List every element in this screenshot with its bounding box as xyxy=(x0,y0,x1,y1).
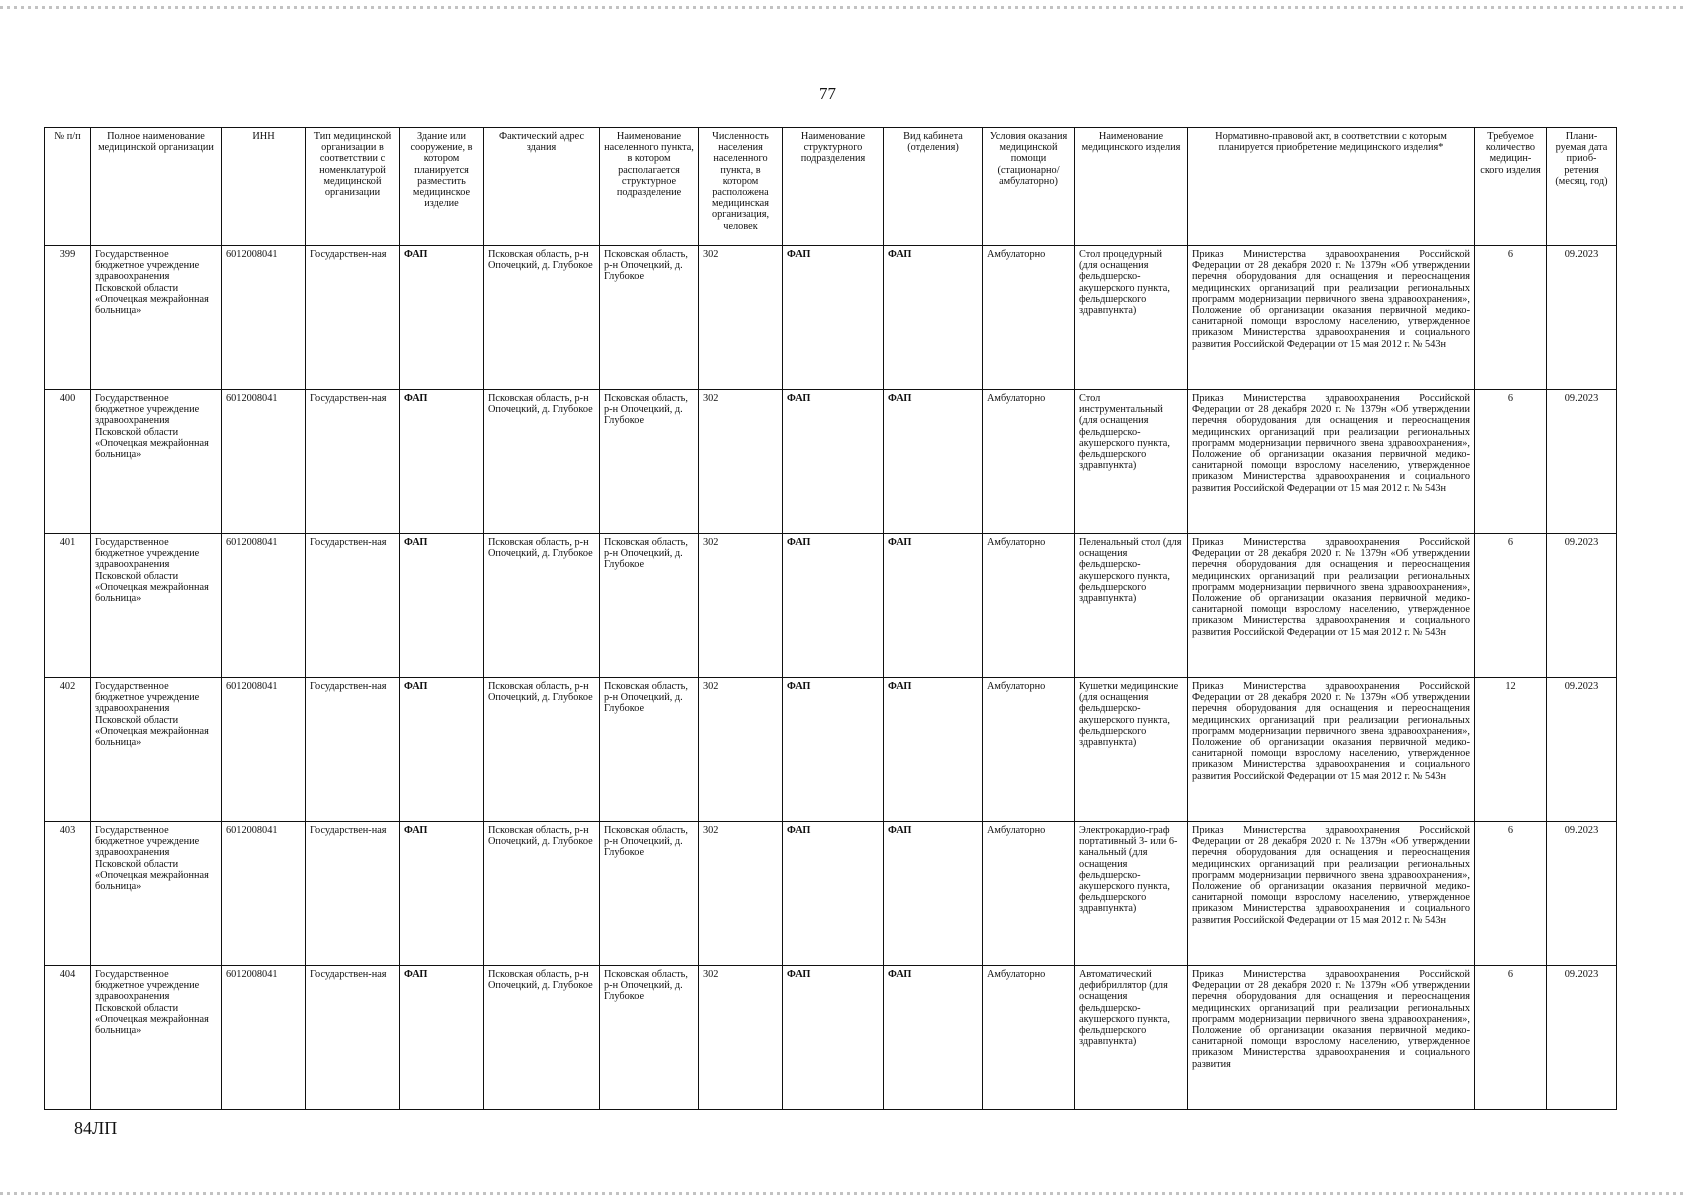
cell-qty: 12 xyxy=(1475,678,1547,822)
table-row xyxy=(45,534,1617,678)
cell-population: 302 xyxy=(699,822,783,966)
table-row xyxy=(45,390,1617,534)
scan-edge-bottom xyxy=(0,1192,1686,1195)
cell-conditions: Амбулаторно xyxy=(983,390,1075,534)
cell-date: 09.2023 xyxy=(1547,966,1617,1110)
page-number: 77 xyxy=(819,84,836,103)
cell-population: 302 xyxy=(699,678,783,822)
header-qty: Требуемое количество медицин-ского изделия xyxy=(1475,128,1547,246)
cell-date: 09.2023 xyxy=(1547,822,1617,966)
cell-address: Псковская область, р-н Опочецкий, д. Глубокое xyxy=(484,390,600,534)
table-header-row xyxy=(45,128,1617,246)
equipment-table xyxy=(44,127,1617,1110)
cell-qty: 6 xyxy=(1475,534,1547,678)
cell-org: Государственное бюджетное учреждение здравоохранения Псковской области «Опочецкая межрайонная больница» xyxy=(91,246,222,390)
cell-unit: ФАП xyxy=(783,678,884,822)
cell-org: Государственное бюджетное учреждение здравоохранения Псковской области «Опочецкая межрайонная больница» xyxy=(91,390,222,534)
cell-type: Государствен-ная xyxy=(306,822,400,966)
cell-room: ФАП xyxy=(884,678,983,822)
cell-type: Государствен-ная xyxy=(306,966,400,1110)
header-room: Вид кабинета (отделения) xyxy=(884,128,983,246)
header-device: Наименование медицинского изделия xyxy=(1075,128,1188,246)
cell-conditions: Амбулаторно xyxy=(983,822,1075,966)
header-type: Тип медицинской организации в соответствии с номенклатурой медицинской организации xyxy=(306,128,400,246)
cell-unit: ФАП xyxy=(783,534,884,678)
cell-room: ФАП xyxy=(884,246,983,390)
cell-org: Государственное бюджетное учреждение здравоохранения Псковской области «Опочецкая межрайонная больница» xyxy=(91,534,222,678)
header-act: Нормативно-правовой акт, в соответствии с которым планируется приобретение медицинского изделия* xyxy=(1188,128,1475,246)
cell-type: Государствен-ная xyxy=(306,678,400,822)
header-date: Плани-руемая дата приоб-ретения (месяц, год) xyxy=(1547,128,1617,246)
cell-population: 302 xyxy=(699,966,783,1110)
cell-locality: Псковская область, р-н Опочецкий, д. Глубокое xyxy=(600,246,699,390)
scan-edge-top xyxy=(0,6,1686,9)
cell-qty: 6 xyxy=(1475,822,1547,966)
cell-building: ФАП xyxy=(400,534,484,678)
cell-inn: 6012008041 xyxy=(222,678,306,822)
header-unit: Наименование структурного подразделения xyxy=(783,128,884,246)
cell-locality: Псковская область, р-н Опочецкий, д. Глубокое xyxy=(600,390,699,534)
cell-num: 400 xyxy=(45,390,91,534)
cell-unit: ФАП xyxy=(783,390,884,534)
cell-address: Псковская область, р-н Опочецкий, д. Глубокое xyxy=(484,966,600,1110)
header-conditions: Условия оказания медицинской помощи (стационарно/ амбулаторно) xyxy=(983,128,1075,246)
cell-building: ФАП xyxy=(400,390,484,534)
cell-address: Псковская область, р-н Опочецкий, д. Глубокое xyxy=(484,678,600,822)
cell-conditions: Амбулаторно xyxy=(983,966,1075,1110)
cell-address: Псковская область, р-н Опочецкий, д. Глубокое xyxy=(484,534,600,678)
cell-device: Стол инструментальный (для оснащения фельдшерско-акушерского пункта, фельдшерского здравпункта) xyxy=(1075,390,1188,534)
cell-address: Псковская область, р-н Опочецкий, д. Глубокое xyxy=(484,822,600,966)
cell-unit: ФАП xyxy=(783,246,884,390)
cell-num: 402 xyxy=(45,678,91,822)
cell-population: 302 xyxy=(699,534,783,678)
header-address: Фактический адрес здания xyxy=(484,128,600,246)
cell-room: ФАП xyxy=(884,822,983,966)
cell-num: 401 xyxy=(45,534,91,678)
cell-locality: Псковская область, р-н Опочецкий, д. Глубокое xyxy=(600,534,699,678)
table-row xyxy=(45,822,1617,966)
cell-act: Приказ Министерства здравоохранения Российской Федерации от 28 декабря 2020 г. № 1379н «Об утверждении перечня оборудования для оснащения и переоснащения медицинских организаций при реализации региональных программ модернизации первичного звена здравоохранения», Положение об организации оказания первичной медико-санитарной помощи взрослому населению, утвержденное приказом Министерства здравоохранения и социального развития Российской Федерации от 15 мая 2012 г. № 543н xyxy=(1188,822,1475,966)
cell-inn: 6012008041 xyxy=(222,390,306,534)
cell-type: Государствен-ная xyxy=(306,534,400,678)
cell-qty: 6 xyxy=(1475,390,1547,534)
header-building: Здание или сооружение, в котором планируется разместить медицинское изделие xyxy=(400,128,484,246)
cell-address: Псковская область, р-н Опочецкий, д. Глубокое xyxy=(484,246,600,390)
cell-date: 09.2023 xyxy=(1547,678,1617,822)
cell-act: Приказ Министерства здравоохранения Российской Федерации от 28 декабря 2020 г. № 1379н «Об утверждении перечня оборудования для оснащения и переоснащения медицинских организаций при реализации региональных программ модернизации первичного звена здравоохранения», Положение об организации оказания первичной медико-санитарной помощи взрослому населению, утвержденное приказом Министерства здравоохранения и социального развития Российской Федерации от 15 мая 2012 г. № 543н xyxy=(1188,246,1475,390)
cell-type: Государствен-ная xyxy=(306,246,400,390)
cell-locality: Псковская область, р-н Опочецкий, д. Глубокое xyxy=(600,966,699,1110)
cell-inn: 6012008041 xyxy=(222,534,306,678)
cell-device: Стол процедурный (для оснащения фельдшерско-акушерского пункта, фельдшерского здравпункта) xyxy=(1075,246,1188,390)
cell-building: ФАП xyxy=(400,246,484,390)
cell-locality: Псковская область, р-н Опочецкий, д. Глубокое xyxy=(600,822,699,966)
header-locality: Наименование населенного пункта, в котором располагается структурное подразделение xyxy=(600,128,699,246)
header-num: № п/п xyxy=(45,128,91,246)
cell-conditions: Амбулаторно xyxy=(983,534,1075,678)
cell-unit: ФАП xyxy=(783,822,884,966)
cell-room: ФАП xyxy=(884,390,983,534)
table-row xyxy=(45,246,1617,390)
header-population: Численность населения населенного пункта, в котором расположена медицинская организация, человек xyxy=(699,128,783,246)
cell-building: ФАП xyxy=(400,678,484,822)
cell-num: 399 xyxy=(45,246,91,390)
cell-device: Пеленальный стол (для оснащения фельдшерско-акушерского пункта, фельдшерского здравпункта) xyxy=(1075,534,1188,678)
cell-act: Приказ Министерства здравоохранения Российской Федерации от 28 декабря 2020 г. № 1379н «Об утверждении перечня оборудования для оснащения и переоснащения медицинских организаций при реализации региональных программ модернизации первичного звена здравоохранения», Положение об организации оказания первичной медико-санитарной помощи взрослому населению, утвержденное приказом Министерства здравоохранения и социального развития xyxy=(1188,966,1475,1110)
table-row xyxy=(45,678,1617,822)
cell-unit: ФАП xyxy=(783,966,884,1110)
cell-locality: Псковская область, р-н Опочецкий, д. Глубокое xyxy=(600,678,699,822)
cell-room: ФАП xyxy=(884,966,983,1110)
cell-num: 403 xyxy=(45,822,91,966)
cell-qty: 6 xyxy=(1475,966,1547,1110)
cell-date: 09.2023 xyxy=(1547,246,1617,390)
cell-act: Приказ Министерства здравоохранения Российской Федерации от 28 декабря 2020 г. № 1379н «Об утверждении перечня оборудования для оснащения и переоснащения медицинских организаций при реализации региональных программ модернизации первичного звена здравоохранения», Положение об организации оказания первичной медико-санитарной помощи взрослому населению, утвержденное приказом Министерства здравоохранения и социального развития Российской Федерации от 15 мая 2012 г. № 543н xyxy=(1188,678,1475,822)
cell-device: Автоматический дефибриллятор (для оснащения фельдшерско-акушерского пункта, фельдшерского здравпункта) xyxy=(1075,966,1188,1110)
cell-type: Государствен-ная xyxy=(306,390,400,534)
cell-org: Государственное бюджетное учреждение здравоохранения Псковской области «Опочецкая межрайонная больница» xyxy=(91,966,222,1110)
cell-device: Электрокардио-граф портативный 3- или 6-канальный (для оснащения фельдшерско-акушерского пункта, фельдшерского здравпункта) xyxy=(1075,822,1188,966)
cell-qty: 6 xyxy=(1475,246,1547,390)
cell-org: Государственное бюджетное учреждение здравоохранения Псковской области «Опочецкая межрайонная больница» xyxy=(91,822,222,966)
table-row xyxy=(45,966,1617,1110)
header-org: Полное наименование медицинской организации xyxy=(91,128,222,246)
cell-date: 09.2023 xyxy=(1547,534,1617,678)
cell-conditions: Амбулаторно xyxy=(983,678,1075,822)
cell-population: 302 xyxy=(699,390,783,534)
cell-population: 302 xyxy=(699,246,783,390)
cell-room: ФАП xyxy=(884,534,983,678)
cell-date: 09.2023 xyxy=(1547,390,1617,534)
cell-inn: 6012008041 xyxy=(222,246,306,390)
cell-org: Государственное бюджетное учреждение здравоохранения Псковской области «Опочецкая межрайонная больница» xyxy=(91,678,222,822)
cell-inn: 6012008041 xyxy=(222,966,306,1110)
cell-inn: 6012008041 xyxy=(222,822,306,966)
cell-num: 404 xyxy=(45,966,91,1110)
cell-building: ФАП xyxy=(400,966,484,1110)
header-inn: ИНН xyxy=(222,128,306,246)
cell-device: Кушетки медицинские (для оснащения фельдшерско-акушерского пункта, фельдшерского здравпункта) xyxy=(1075,678,1188,822)
cell-conditions: Амбулаторно xyxy=(983,246,1075,390)
cell-building: ФАП xyxy=(400,822,484,966)
cell-act: Приказ Министерства здравоохранения Российской Федерации от 28 декабря 2020 г. № 1379н «Об утверждении перечня оборудования для оснащения и переоснащения медицинских организаций при реализации региональных программ модернизации первичного звена здравоохранения», Положение об организации оказания первичной медико-санитарной помощи взрослому населению, утвержденное приказом Министерства здравоохранения и социального развития Российской Федерации от 15 мая 2012 г. № 543н xyxy=(1188,534,1475,678)
footer-code: 84ЛП xyxy=(74,1118,118,1138)
cell-act: Приказ Министерства здравоохранения Российской Федерации от 28 декабря 2020 г. № 1379н «Об утверждении перечня оборудования для оснащения и переоснащения медицинских организаций при реализации региональных программ модернизации первичного звена здравоохранения», Положение об организации оказания первичной медико-санитарной помощи взрослому населению, утвержденное приказом Министерства здравоохранения и социального развития Российской Федерации от 15 мая 2012 г. № 543н xyxy=(1188,390,1475,534)
